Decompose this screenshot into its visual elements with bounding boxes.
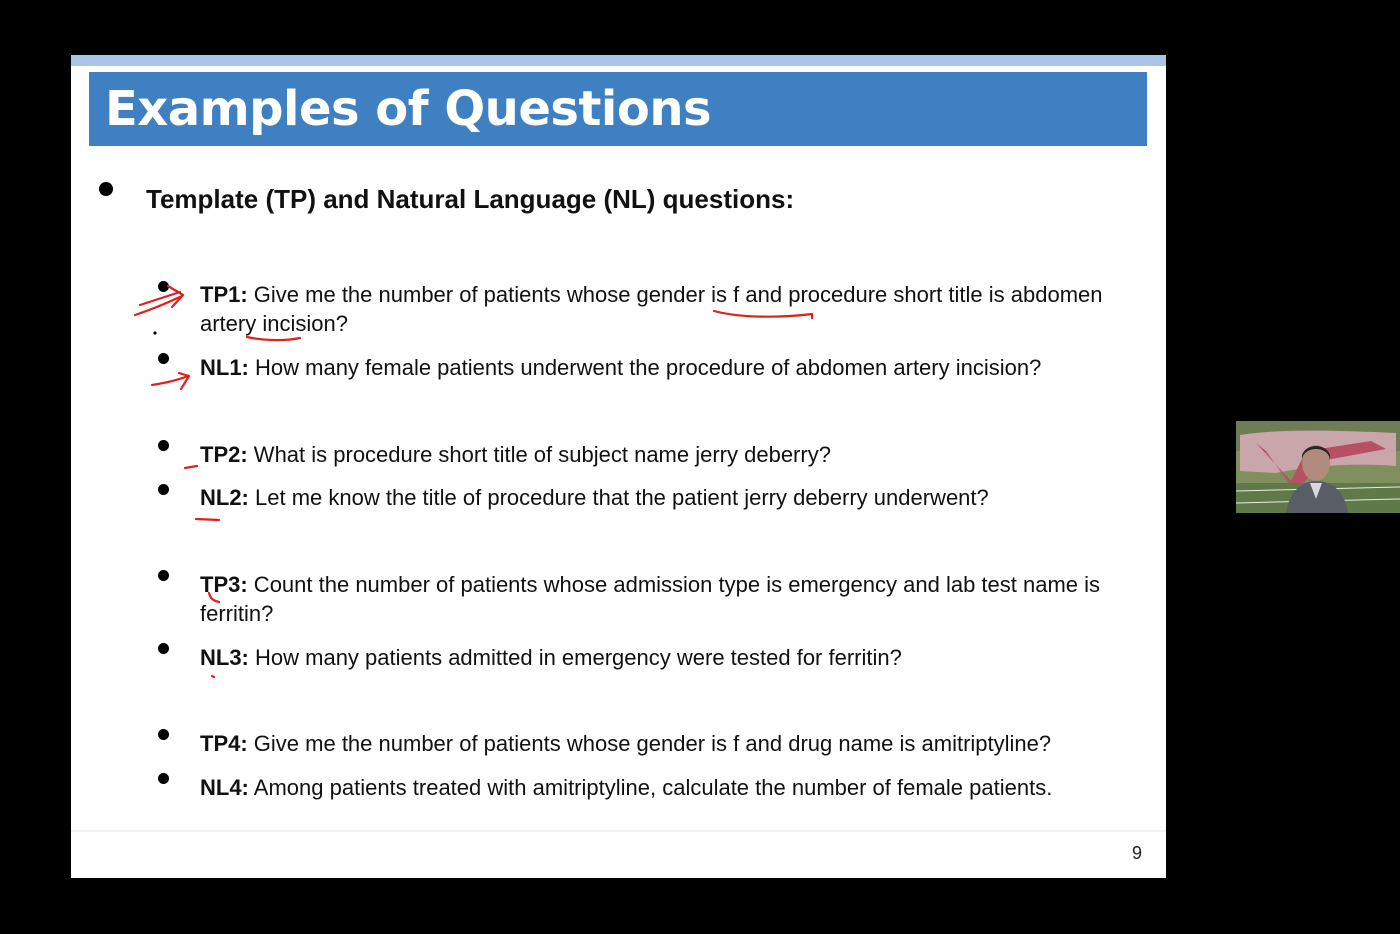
- question-text: Count the number of patients whose admission type is emergency and lab test name is ferritin?: [200, 572, 1101, 626]
- question-tag: NL3:: [200, 645, 249, 670]
- bullet-dot: [158, 281, 169, 292]
- question-item-nl4: [200, 773, 1150, 802]
- presenter-webcam: [1236, 421, 1400, 513]
- footer-divider: [71, 830, 1166, 832]
- bullet-dot: [158, 773, 169, 784]
- question-text: Give me the number of patients whose gender is f and drug name is amitriptyline?: [247, 731, 1052, 756]
- question-tag: NL4:: [200, 775, 249, 800]
- question-tag: TP3:: [200, 572, 248, 597]
- question-text: How many female patients underwent the procedure of abdomen artery incision?: [248, 355, 1042, 380]
- question-text: Let me know the title of procedure that the patient jerry deberry underwent?: [248, 485, 989, 510]
- question-text: Give me the number of patients whose gender is f and procedure short title is abdomen artery incision?: [200, 282, 1103, 336]
- question-tag: TP4:: [200, 731, 248, 756]
- question-text: How many patients admitted in emergency were tested for ferritin?: [248, 645, 902, 670]
- question-item-tp1: [200, 280, 1150, 338]
- question-tag: TP2:: [200, 442, 248, 467]
- slide-title: Examples of Questions: [105, 81, 712, 137]
- question-item-tp3: [200, 570, 1150, 628]
- page-number: 9: [1131, 843, 1142, 863]
- bullet-dot: [158, 729, 169, 740]
- question-tag: TP1:: [200, 282, 248, 307]
- question-text: Among patients treated with amitriptyline, calculate the number of female patients.: [248, 775, 1053, 800]
- bullet-dot: [158, 440, 169, 451]
- bullet-dot: [158, 570, 169, 581]
- question-text: What is procedure short title of subject name jerry deberry?: [247, 442, 831, 467]
- question-item-tp4: [200, 729, 1150, 758]
- main-bullet-dot: [99, 182, 113, 196]
- bullet-dot: [158, 353, 169, 364]
- question-tag: NL2:: [200, 485, 249, 510]
- bullet-dot: [158, 643, 169, 654]
- slide-top-strip: [71, 55, 1166, 66]
- question-item-tp2: [200, 440, 1150, 469]
- question-item-nl2: [200, 483, 1150, 512]
- question-tag: NL1:: [200, 355, 249, 380]
- main-bullet-text: Template (TP) and Natural Language (NL) questions:: [146, 184, 795, 214]
- slide: [71, 55, 1166, 878]
- title-bar: [89, 72, 1147, 146]
- bullet-dot: [158, 484, 169, 495]
- presenter-video-icon: [1236, 421, 1400, 513]
- question-item-nl3: [200, 643, 1150, 672]
- question-item-nl1: [200, 353, 1150, 382]
